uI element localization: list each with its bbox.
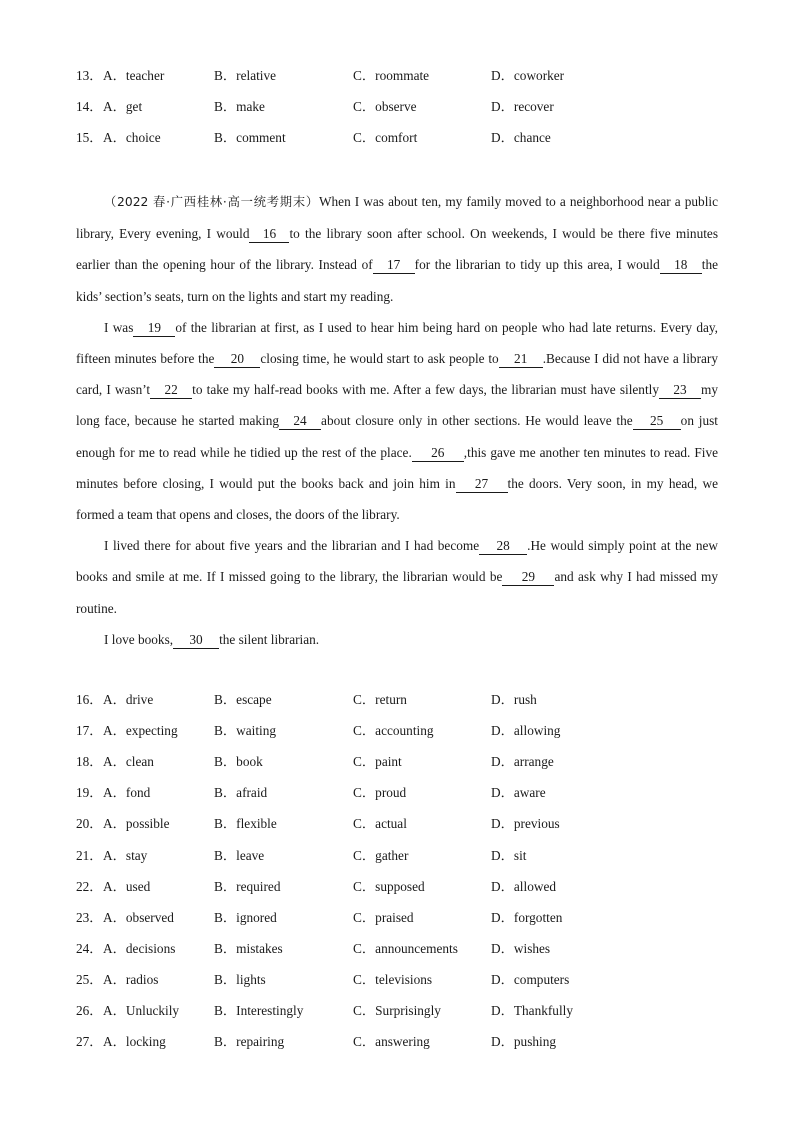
option-b: B．comment bbox=[214, 130, 286, 145]
option-a: A．used bbox=[103, 878, 151, 894]
blank-26: 26 bbox=[412, 445, 464, 462]
question-number: 21． bbox=[76, 847, 103, 863]
option-d: D．allowed bbox=[491, 878, 556, 894]
option-b: B．relative bbox=[214, 68, 277, 83]
option-c: C．gather bbox=[353, 847, 409, 863]
option-c: C．comfort bbox=[353, 130, 418, 145]
question-number: 16． bbox=[76, 692, 103, 707]
paragraph: I lived there for about five years and the librarian and I had become 28 .He would simply point at the new books and smile at me. If I missed going to the library, the librarian would be 29 and ask why I had missed my routine. bbox=[76, 538, 719, 616]
option-d: D．computers bbox=[491, 971, 570, 987]
option-b: B．required bbox=[214, 878, 281, 894]
question-number: 23． bbox=[76, 909, 103, 925]
question-number: 19． bbox=[76, 785, 103, 801]
option-a: A．radios bbox=[103, 971, 159, 987]
option-d: D．recover bbox=[491, 99, 554, 114]
option-a: A．fond bbox=[103, 785, 151, 801]
option-b: B．ignored bbox=[214, 909, 277, 925]
blank-24: 24 bbox=[279, 413, 321, 430]
blank-21: 21 bbox=[499, 351, 543, 368]
option-c: C．announcements bbox=[353, 940, 458, 956]
question-number: 27． bbox=[76, 1034, 103, 1050]
option-d: D．rush bbox=[491, 692, 537, 707]
blank-29: 29 bbox=[502, 569, 554, 586]
paragraph: I love books, 30 the silent librarian. bbox=[104, 631, 320, 647]
question-number: 20． bbox=[76, 816, 103, 832]
option-d: D．chance bbox=[491, 130, 551, 145]
blank-27: 27 bbox=[456, 476, 508, 493]
option-c: C．paint bbox=[353, 754, 402, 770]
blank-25: 25 bbox=[633, 413, 681, 430]
option-a: A．Unluckily bbox=[103, 1003, 180, 1018]
option-c: C．Surprisingly bbox=[353, 1003, 441, 1018]
option-d: D．wishes bbox=[491, 940, 551, 956]
paragraph: I was 19 of the librarian at first, as I used to hear him being hard on people who had late returns. Every day, fifteen minutes before the 20 closing time, he would start to ask people to 21 .Because I did not have a library card, I wasn’t 22 to take my half-read books with me. After a few days, the librarian must have silently 23 my long face, because he started making 24 about closure only in other sections. He would leave the 25 on just enough for me to read while he tidied up the rest of the place. 26 ,this gave me another ten minutes to read. Five minutes before closing, I would put the books back and join him in 27 the doors. Very soon, in my head, we formed a team that opens and closes, the doors of the library. bbox=[76, 319, 718, 523]
option-d: D．allowing bbox=[491, 723, 561, 739]
option-c: C．return bbox=[353, 692, 407, 707]
option-a: A．expecting bbox=[103, 723, 178, 739]
option-b: B．escape bbox=[214, 692, 272, 707]
option-d: D．arrange bbox=[491, 754, 554, 770]
option-d: D．Thankfully bbox=[491, 1003, 573, 1018]
question-number: 14． bbox=[76, 99, 103, 114]
option-c: C．proud bbox=[353, 785, 407, 801]
paragraph: （2022 春·广西桂林·高一统考期末）When I was about ten, my family moved to a neighborhood near a public library, Every evening, I would 16 to the library soon after school. On weekends, I would be there five minutes earlier than the opening hour of the library. Instead of 17 for the librarian to tidy up this area, I would 18 the kids’ section’s seats, turn on the lights and start my reading. bbox=[76, 194, 719, 304]
blank-17: 17 bbox=[373, 257, 415, 274]
option-d: D．sit bbox=[491, 847, 527, 863]
question-number: 13． bbox=[76, 68, 103, 83]
option-a: A．drive bbox=[103, 692, 154, 707]
option-a: A．get bbox=[103, 99, 143, 114]
source-label: （2022 春·广西桂林·高一统考期末） bbox=[104, 195, 319, 209]
cloze-passage bbox=[76, 186, 718, 655]
blank-22: 22 bbox=[150, 382, 192, 399]
option-a: A．stay bbox=[103, 847, 148, 863]
question-number: 15． bbox=[76, 130, 103, 145]
option-b: B．mistakes bbox=[214, 940, 283, 956]
option-c: C．televisions bbox=[353, 971, 433, 987]
option-a: A．locking bbox=[103, 1034, 166, 1050]
option-a: A．clean bbox=[103, 754, 154, 770]
option-c: C．actual bbox=[353, 816, 407, 832]
option-b: B．make bbox=[214, 99, 265, 114]
blank-18: 18 bbox=[660, 257, 702, 274]
option-c: C．praised bbox=[353, 909, 414, 925]
question-number: 17． bbox=[76, 723, 103, 739]
option-d: D．pushing bbox=[491, 1034, 557, 1050]
option-a: A．teacher bbox=[103, 68, 165, 83]
blank-23: 23 bbox=[659, 382, 701, 399]
option-d: D．previous bbox=[491, 816, 560, 832]
option-b: B．flexible bbox=[214, 816, 277, 832]
blank-30: 30 bbox=[173, 632, 219, 649]
option-b: B．Interestingly bbox=[214, 1003, 304, 1018]
option-c: C．roommate bbox=[353, 68, 430, 83]
option-d: D．coworker bbox=[491, 68, 565, 83]
question-number: 18． bbox=[76, 754, 103, 770]
option-d: D．aware bbox=[491, 785, 546, 801]
option-b: B．book bbox=[214, 754, 263, 770]
question-number: 26． bbox=[76, 1003, 103, 1018]
option-c: C．observe bbox=[353, 99, 417, 114]
option-a: A．possible bbox=[103, 816, 170, 832]
option-c: C．answering bbox=[353, 1034, 430, 1050]
option-c: C．supposed bbox=[353, 878, 425, 894]
option-b: B．repairing bbox=[214, 1034, 285, 1050]
option-c: C．accounting bbox=[353, 723, 434, 739]
blank-19: 19 bbox=[133, 320, 175, 337]
option-b: B．lights bbox=[214, 971, 266, 987]
option-b: B．afraid bbox=[214, 785, 268, 801]
blank-16: 16 bbox=[249, 226, 289, 243]
option-b: B．waiting bbox=[214, 723, 277, 739]
blank-28: 28 bbox=[479, 538, 527, 555]
question-number: 25． bbox=[76, 971, 103, 987]
option-a: A．choice bbox=[103, 130, 161, 145]
option-b: B．leave bbox=[214, 847, 265, 863]
option-a: A．observed bbox=[103, 909, 174, 925]
option-d: D．forgotten bbox=[491, 909, 563, 925]
blank-20: 20 bbox=[214, 351, 260, 368]
option-a: A．decisions bbox=[103, 940, 176, 956]
question-number: 22． bbox=[76, 878, 103, 894]
question-number: 24． bbox=[76, 940, 103, 956]
